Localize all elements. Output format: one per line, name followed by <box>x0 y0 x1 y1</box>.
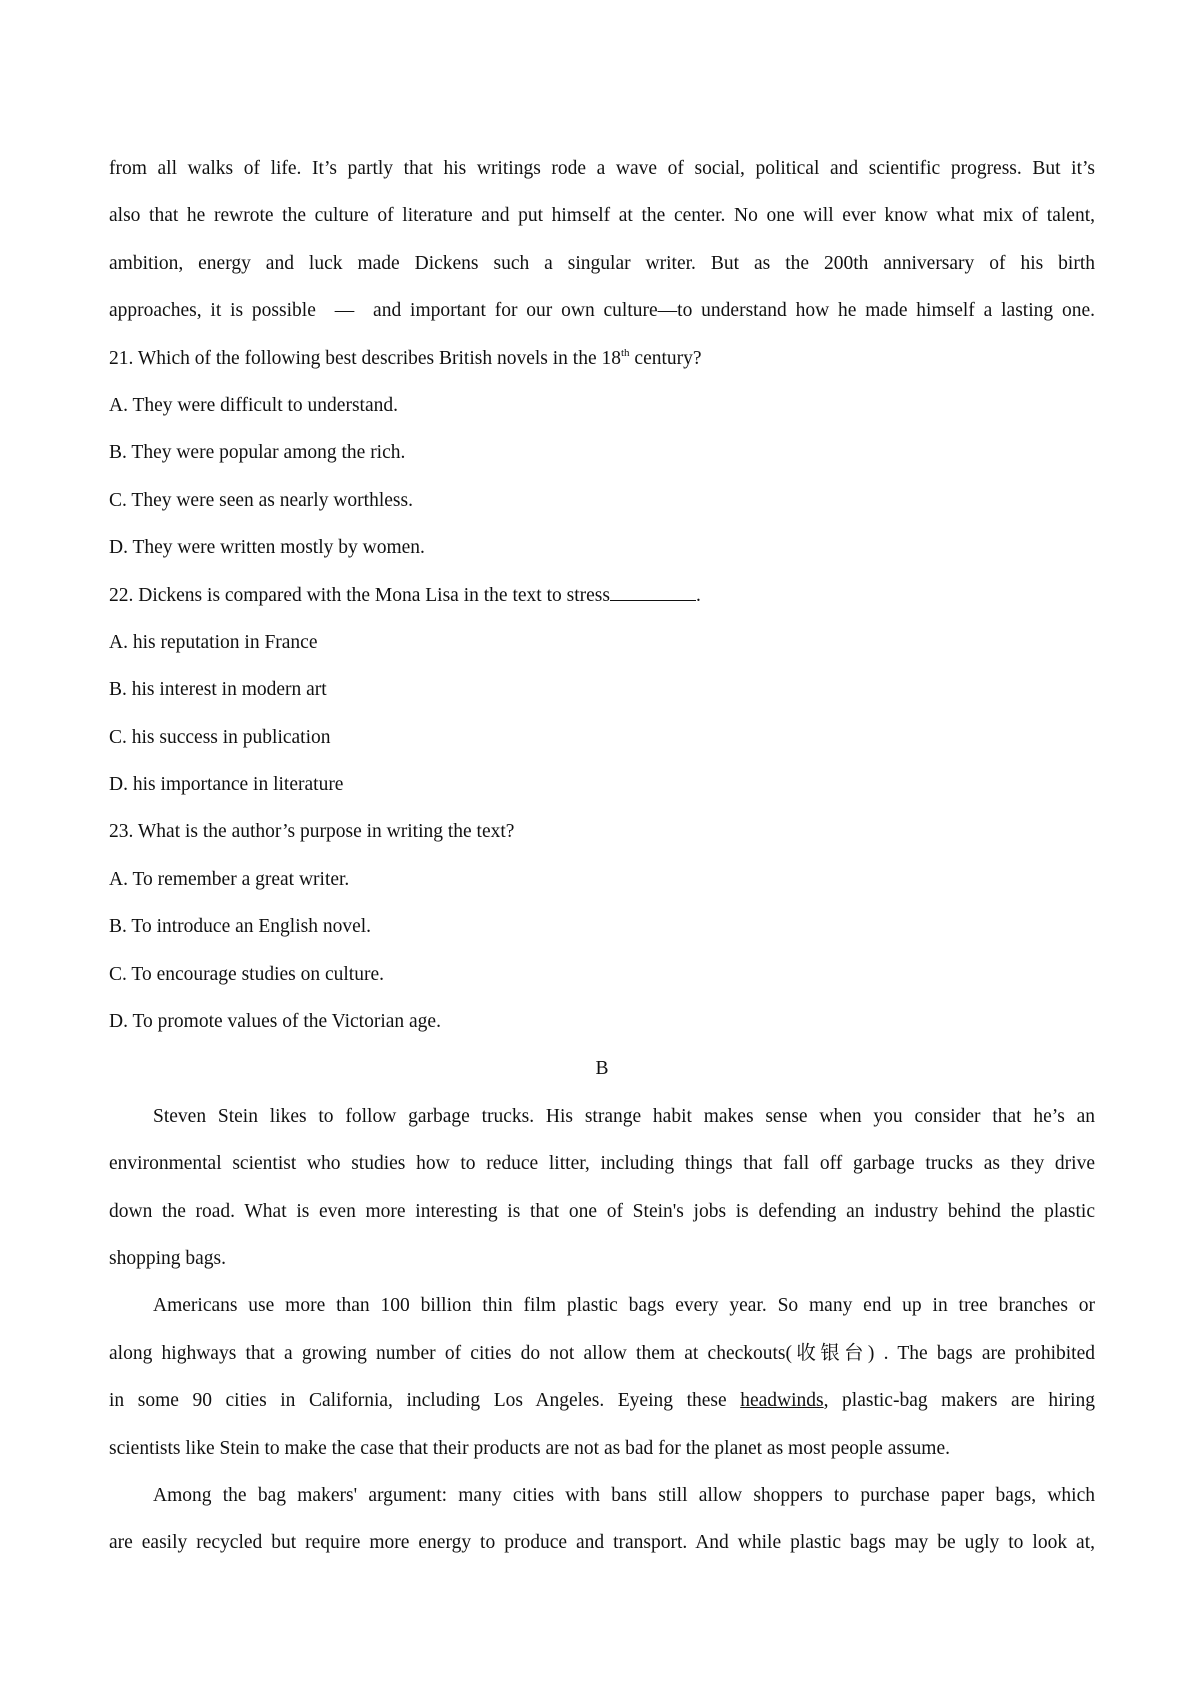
text-fragment: , plastic-bag makers are hiring <box>823 1390 1095 1412</box>
stem-text: . <box>695 584 701 606</box>
text-line: Among the bag makers' argument: many cities with bans still allow shoppers to purchase paper bags, which <box>153 1484 1095 1506</box>
text-line: environmental scientist who studies how to reduce litter, including things that fall off garbage trucks as they drive <box>109 1153 1095 1175</box>
text-line: shopping bags. <box>109 1247 226 1269</box>
document-page <box>109 145 1095 1567</box>
text-line: are easily recycled but require more energy to produce and transport. And while plastic bags may be ugly to look at, <box>109 1532 1095 1554</box>
text-line: along highways that a growing number of cities do not allow them at checkouts(收银台) . The bags are prohibited <box>109 1342 1095 1364</box>
option-a: A. They were difficult to understand. <box>109 394 398 416</box>
option-a: A. his reputation in France <box>109 631 318 653</box>
question-21 <box>109 335 1095 572</box>
section-heading: B <box>595 1058 609 1080</box>
option-b: B. his interest in modern art <box>109 679 327 701</box>
option-a: A. To remember a great writer. <box>109 868 350 890</box>
text-line: from all walks of life. It’s partly that his writings rode a wave of social, political and scientific progress. But it’s <box>109 158 1095 179</box>
option-c: C. his success in publication <box>109 726 331 748</box>
text-line: ambition, energy and luck made Dickens such a singular writer. But as the 200th anniversary of his birth <box>109 252 1095 274</box>
stem-text: 22. Dickens is compared with the Mona Lisa in the text to stress <box>109 584 610 606</box>
passage-a-ending <box>109 145 1095 335</box>
question-23 <box>109 808 1095 1045</box>
text-line: Steven Stein likes to follow garbage trucks. His strange habit makes sense when you consider that he’s an <box>153 1105 1095 1127</box>
stem-text: century? <box>629 347 702 369</box>
question-22 <box>109 572 1095 809</box>
text-line: also that he rewrote the culture of literature and put himself at the center. No one will ever know what mix of talent, <box>109 205 1095 227</box>
option-d: D. To promote values of the Victorian age. <box>109 1011 441 1033</box>
stem-text: 21. Which of the following best describes British novels in the 18 <box>109 347 621 369</box>
question-stem <box>109 572 1095 619</box>
question-stem: 23. What is the author’s purpose in writing the text? <box>109 821 515 843</box>
text-fragment: in some 90 cities in California, including Los Angeles. Eyeing these <box>109 1390 741 1412</box>
text-line: down the road. What is even more interesting is that one of Stein's jobs is defending an industry behind the plastic <box>109 1200 1095 1222</box>
text-fragment: and important for our own culture—to understand how he made himself a lasting one. <box>373 300 1096 322</box>
text-fragment: approaches, it is possible <box>109 300 316 322</box>
text-line <box>109 1377 1095 1424</box>
option-c: C. They were seen as nearly worthless. <box>109 489 413 511</box>
text-line: scientists like Stein to make the case that their products are not as bad for the planet as most people assume. <box>109 1437 950 1459</box>
underlined-word: headwinds <box>740 1390 824 1412</box>
question-stem <box>109 335 1095 382</box>
option-c: C. To encourage studies on culture. <box>109 963 384 985</box>
text-line <box>109 287 1095 334</box>
em-dash: — <box>334 300 355 322</box>
answer-blank <box>610 586 696 601</box>
passage-b <box>109 1045 1095 1566</box>
option-d: D. his importance in literature <box>109 774 344 796</box>
option-d: D. They were written mostly by women. <box>109 537 425 559</box>
text-line: Americans use more than 100 billion thin film plastic bags every year. So many end up in tree branches or <box>153 1295 1095 1317</box>
option-b: B. They were popular among the rich. <box>109 442 406 464</box>
superscript: th <box>620 346 630 359</box>
option-b: B. To introduce an English novel. <box>109 916 372 938</box>
